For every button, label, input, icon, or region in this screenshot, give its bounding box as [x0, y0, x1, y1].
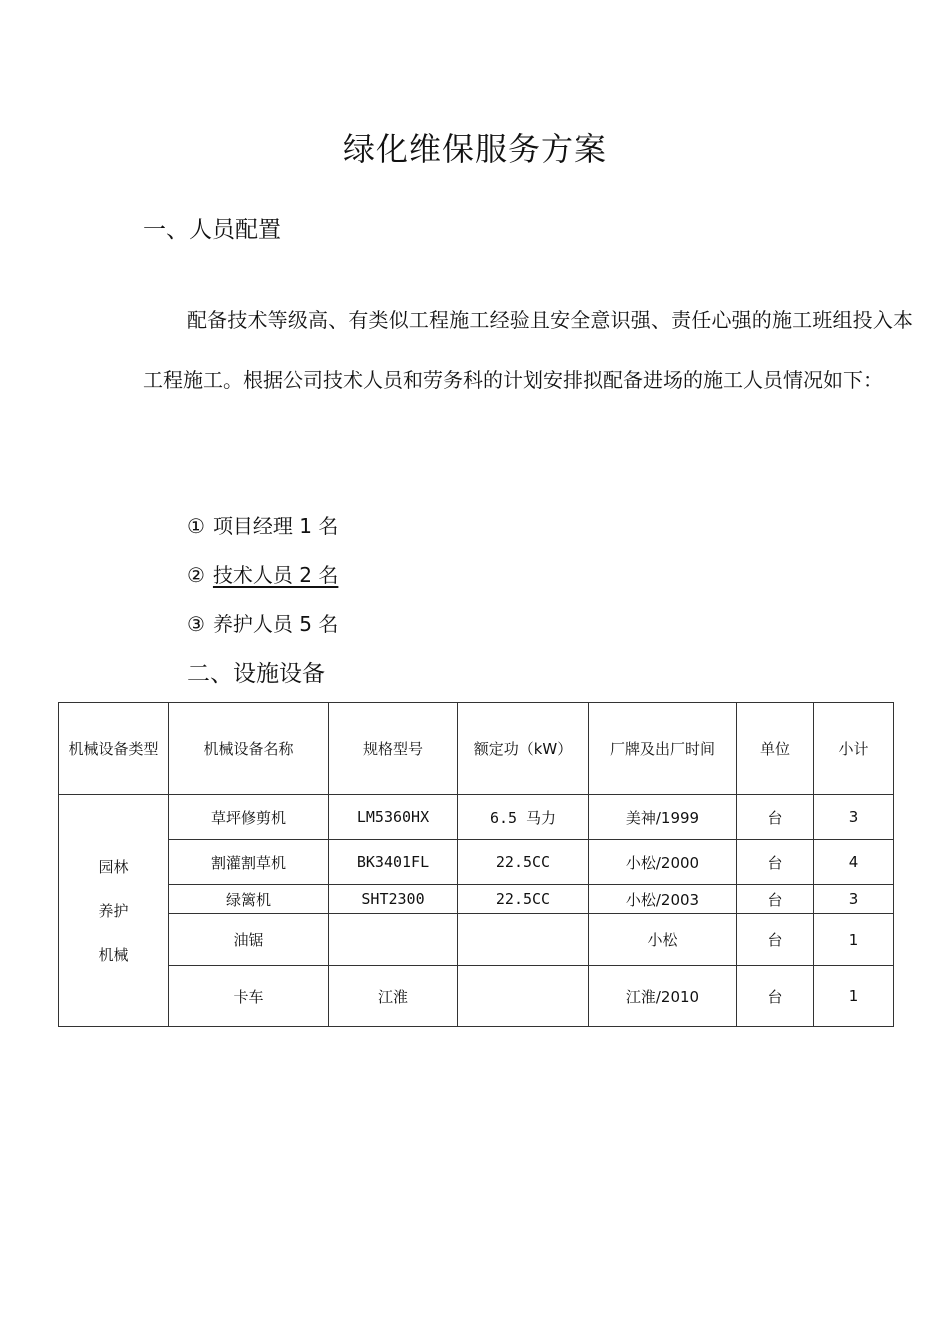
list-item-number: ① — [187, 514, 205, 538]
list-item-text: 养护人员 5 名 — [212, 612, 339, 636]
table-cell: 卡车 — [169, 966, 329, 1027]
column-header: 额定功（kW） — [458, 703, 589, 795]
table-cell: 22.5CC — [458, 840, 589, 885]
column-header: 小计 — [814, 703, 894, 795]
table-cell: 割灌割草机 — [169, 840, 329, 885]
table-cell: 4 — [814, 840, 894, 885]
table-cell: SHT2300 — [329, 885, 458, 914]
table-cell: BK3401FL — [329, 840, 458, 885]
list-item — [187, 608, 338, 637]
table-cell — [458, 966, 589, 1027]
table-cell: 台 — [737, 885, 814, 914]
list-item — [187, 559, 338, 588]
table-cell: 草坪修剪机 — [169, 795, 329, 840]
table-cell: 小松/2000 — [589, 840, 737, 885]
table-row — [59, 885, 894, 914]
equipment-type-line: 机械 — [98, 945, 129, 964]
section-heading-personnel: 一、人员配置 — [143, 217, 281, 243]
table-cell — [458, 914, 589, 966]
equipment-type-line: 养护 — [98, 901, 129, 920]
column-header: 规格型号 — [329, 703, 458, 795]
table-cell: 3 — [814, 795, 894, 840]
table-cell: 台 — [737, 795, 814, 840]
table-header-row — [59, 703, 894, 795]
table-cell: 22.5CC — [458, 885, 589, 914]
table-cell: 绿篱机 — [169, 885, 329, 914]
equipment-table — [58, 702, 894, 1027]
table-cell: 江淮/2010 — [589, 966, 737, 1027]
table-row — [59, 795, 894, 840]
document-title: 绿化维保服务方案 — [342, 130, 607, 168]
column-header: 单位 — [737, 703, 814, 795]
column-header: 机械设备类型 — [59, 703, 169, 795]
table-cell: 台 — [737, 966, 814, 1027]
list-item — [187, 510, 338, 539]
section-heading-equipment: 二、设施设备 — [187, 661, 325, 687]
table-row — [59, 840, 894, 885]
table-row — [59, 914, 894, 966]
table-cell: 1 — [814, 914, 894, 966]
table-cell: 台 — [737, 840, 814, 885]
list-item-number: ② — [187, 563, 205, 587]
table-cell: 小松/2003 — [589, 885, 737, 914]
equipment-type-line: 园林 — [98, 857, 129, 876]
table-cell: 美神/1999 — [589, 795, 737, 840]
table-cell: 1 — [814, 966, 894, 1027]
equipment-type-cell — [59, 795, 169, 1027]
table-cell — [329, 914, 458, 966]
table-cell: 台 — [737, 914, 814, 966]
personnel-paragraph: 配备技术等级高、有类似工程施工经验且安全意识强、责任心强的施工班组投入本工程施工。根据公司技术人员和劳务科的计划安排拟配备进场的施工人员情况如下： — [143, 308, 913, 392]
table-cell: 6.5 马力 — [458, 795, 589, 840]
list-item-text: 项目经理 1 名 — [212, 514, 339, 538]
table-cell: 小松 — [589, 914, 737, 966]
list-item-number: ③ — [187, 612, 205, 636]
column-header: 厂牌及出厂时间 — [589, 703, 737, 795]
table-cell: 3 — [814, 885, 894, 914]
list-item-text: 技术人员 2 名 — [212, 563, 339, 587]
table-cell: LM5360HX — [329, 795, 458, 840]
table-row — [59, 966, 894, 1027]
column-header: 机械设备名称 — [169, 703, 329, 795]
table-cell: 油锯 — [169, 914, 329, 966]
table-cell: 江淮 — [329, 966, 458, 1027]
